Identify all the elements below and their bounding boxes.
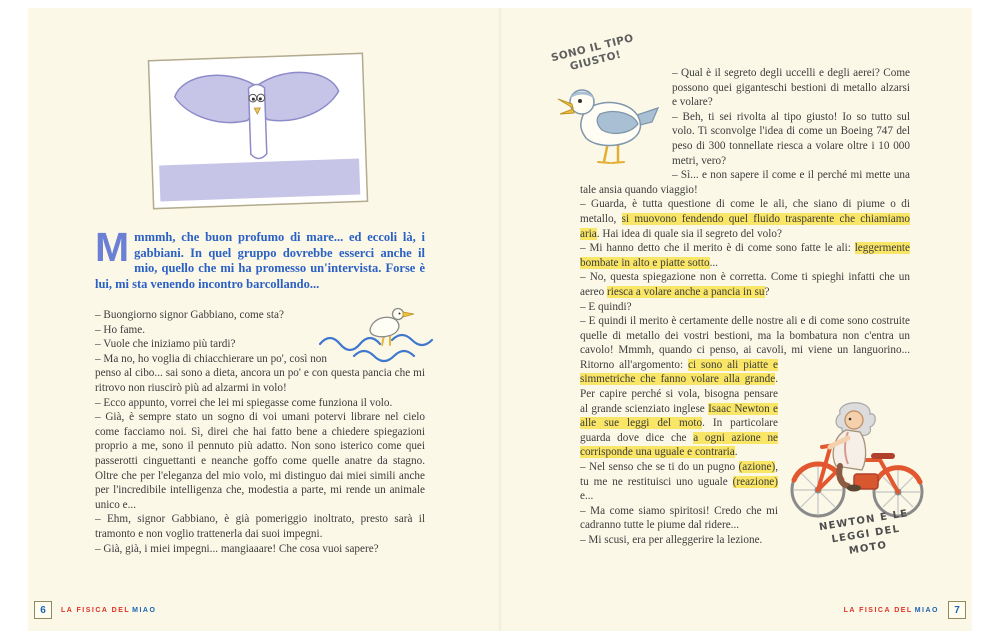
text-segment: – Già, è sempre stato un sogno di voi umani potervi librare nel cielo come facciamo noi. Sì, direi che hai fatto bene a chiedere spiegazioni proprio a me, sono il pennuto più adatto. Non sono isterico come quei passerotti cinguettanti e neanche goffo come quelle anatre da stagno. Oltre che per l'eleganza del mio volo, mi distinguo dai miei simili anche per l'incredibile intelligenza che, modestia a parte, mi rende un animale unico e... <box>95 411 425 511</box>
bubble-wrap-spacer <box>580 66 672 174</box>
dialogue-paragraph <box>95 512 425 541</box>
left-footer <box>34 601 156 619</box>
text-segment: – Buongiorno signor Gabbiano, come sta? <box>95 309 284 321</box>
text-segment: , tu me ne restituisci uno uguale <box>580 461 778 488</box>
text-segment: . In particolare guarda dove dice che <box>580 417 778 444</box>
dialogue-paragraph <box>580 270 910 299</box>
dialogue-paragraph <box>95 542 425 557</box>
highlighted-phrase: Isaac Newton e alle sue leggi del moto <box>580 402 778 430</box>
text-segment: e... <box>580 490 594 503</box>
intro-text: mmmh, che buon profumo di mare... ed eccoli là, i gabbiani. In quel gruppo dovrebbe esserci anche il mio, quello che mi ha promesso un'intervista. Forse è lui, mi sta venendo incontro barcollando... <box>95 230 425 291</box>
speech-bubble-text: SONO IL TIPO GIUSTO! <box>549 32 635 73</box>
highlighted-phrase: leggermente bombate in alto e piatte sotto <box>580 242 910 269</box>
dialogue-paragraph <box>95 410 425 512</box>
text-segment: – Nel senso che se ti do un pugno <box>580 461 739 474</box>
text-segment: . Per capire perché si vola, bisogna pensare al grande scienziato inglese <box>580 373 778 415</box>
illustration-caption: NEWTON E LE LEGGI DEL MOTO <box>818 508 910 557</box>
text-segment: ? <box>764 285 770 298</box>
text-segment: – Ehm, signor Gabbiano, è già pomeriggio inoltrato, presto sarà il tramonto e non voglio trattenerla dai suoi impegni. <box>95 513 425 540</box>
text-segment: – Sì... e non sapere il come e il perché mi mette una tale ansia quando viaggio! <box>580 169 910 196</box>
page-number-right: 7 <box>948 601 966 619</box>
page-number-left: 6 <box>34 601 52 619</box>
dialogue-paragraph <box>580 241 910 270</box>
seagull-on-waves-illustration <box>314 300 436 366</box>
text-segment: – E quindi il merito è certamente delle nostre ali e di come sono costruite quelle di metallo dei vostri bestioni, ma la bombatura non c'entra un cavolo! Mmmh, quando ci penso, ai cavoli, mi viene un languorino... Ritorno all'argomento: <box>580 315 910 371</box>
highlighted-phrase: ci sono ali piatte e simmetriche che fanno volare alla grande <box>580 358 778 386</box>
framed-bird-svg <box>147 52 368 209</box>
text-segment: – Ma no, ho voglia di chiacchierare un po', così non penso al cibo... sai sono a dieta, ancora un po' e con questa pancia che mi ritrovo non riuscirò più ad alzarmi in volo! <box>95 352 425 394</box>
highlighted-phrase: (reazione) <box>732 475 778 488</box>
text-segment: – Guarda, è tutta questione di come le ali, che siano di piume o di metallo, <box>580 198 910 225</box>
text-segment: . Hai idea di quale sia il segreto del volo? <box>596 227 782 240</box>
page-right <box>500 8 972 631</box>
intro-paragraph <box>95 224 425 292</box>
highlighted-phrase: si muovono fendendo quel fluido trasparente che chiamiamo aria <box>580 212 910 240</box>
highlighted-phrase: riesca a volare anche a pancia in su <box>607 285 765 298</box>
page-left <box>28 8 500 631</box>
text-segment: – Mi scusi, era per alleggerire la lezione. <box>580 534 763 546</box>
series-title-red: LA FISICA DEL <box>61 606 131 614</box>
series-title-right <box>844 607 939 614</box>
text-segment: – Ecco appunto, vorrei che lei mi spiegasse come funziona il volo. <box>95 396 393 409</box>
highlighted-phrase: a ogni azione ne corrisponde una uguale e contraria <box>580 431 779 459</box>
text-segment: . <box>734 446 738 459</box>
series-title-red: LA FISICA DEL <box>843 606 913 614</box>
text-segment: – No, questa spiegazione non è corretta. Come ti spieghi infatti che un aereo <box>580 271 910 298</box>
framed-bird-illustration <box>147 52 368 209</box>
text-segment: – Ma come siamo spiritosi! Credo che mi cadranno tutte le piume dal ridere... <box>580 504 778 532</box>
series-title-blue: MIAO <box>132 606 157 614</box>
book-spread <box>28 8 972 631</box>
highlighted-phrase: (azione) <box>738 461 776 474</box>
series-title-blue: MIAO <box>914 606 939 614</box>
right-footer <box>844 601 966 619</box>
intro-dropcap: M <box>95 224 130 270</box>
text-segment: – Qual è il segreto degli uccelli e degli aerei? Come possono quei giganteschi bestioni di metallo alzarsi e volare? <box>672 67 910 109</box>
text-segment: – Vuole che iniziamo più tardi? <box>95 338 236 351</box>
series-title-left <box>61 607 156 614</box>
newton-motorbike-illustration <box>784 374 934 524</box>
text-segment: – Beh, ti sei rivolta al tipo giusto! Io so tutto sul volo. Ti sconvolge l'idea di come un Boeing 747 del peso di 300 tonnellate riesca a volare oltre i 10 000 metri, vero? <box>672 110 910 167</box>
dialogue-paragraph <box>95 396 425 411</box>
dialogue-paragraph <box>580 300 910 315</box>
text-segment: – Già, già, i miei impegni... mangiaaare! Che cosa vuoi sapere? <box>95 542 379 555</box>
text-segment: ... <box>709 256 718 269</box>
dialogue-paragraph <box>580 197 910 241</box>
text-segment: – Mi hanno detto che il merito è di come sono fatte le ali: <box>580 242 855 255</box>
text-segment: – Ho fame. <box>95 323 146 336</box>
text-segment: – E quindi? <box>580 300 632 313</box>
